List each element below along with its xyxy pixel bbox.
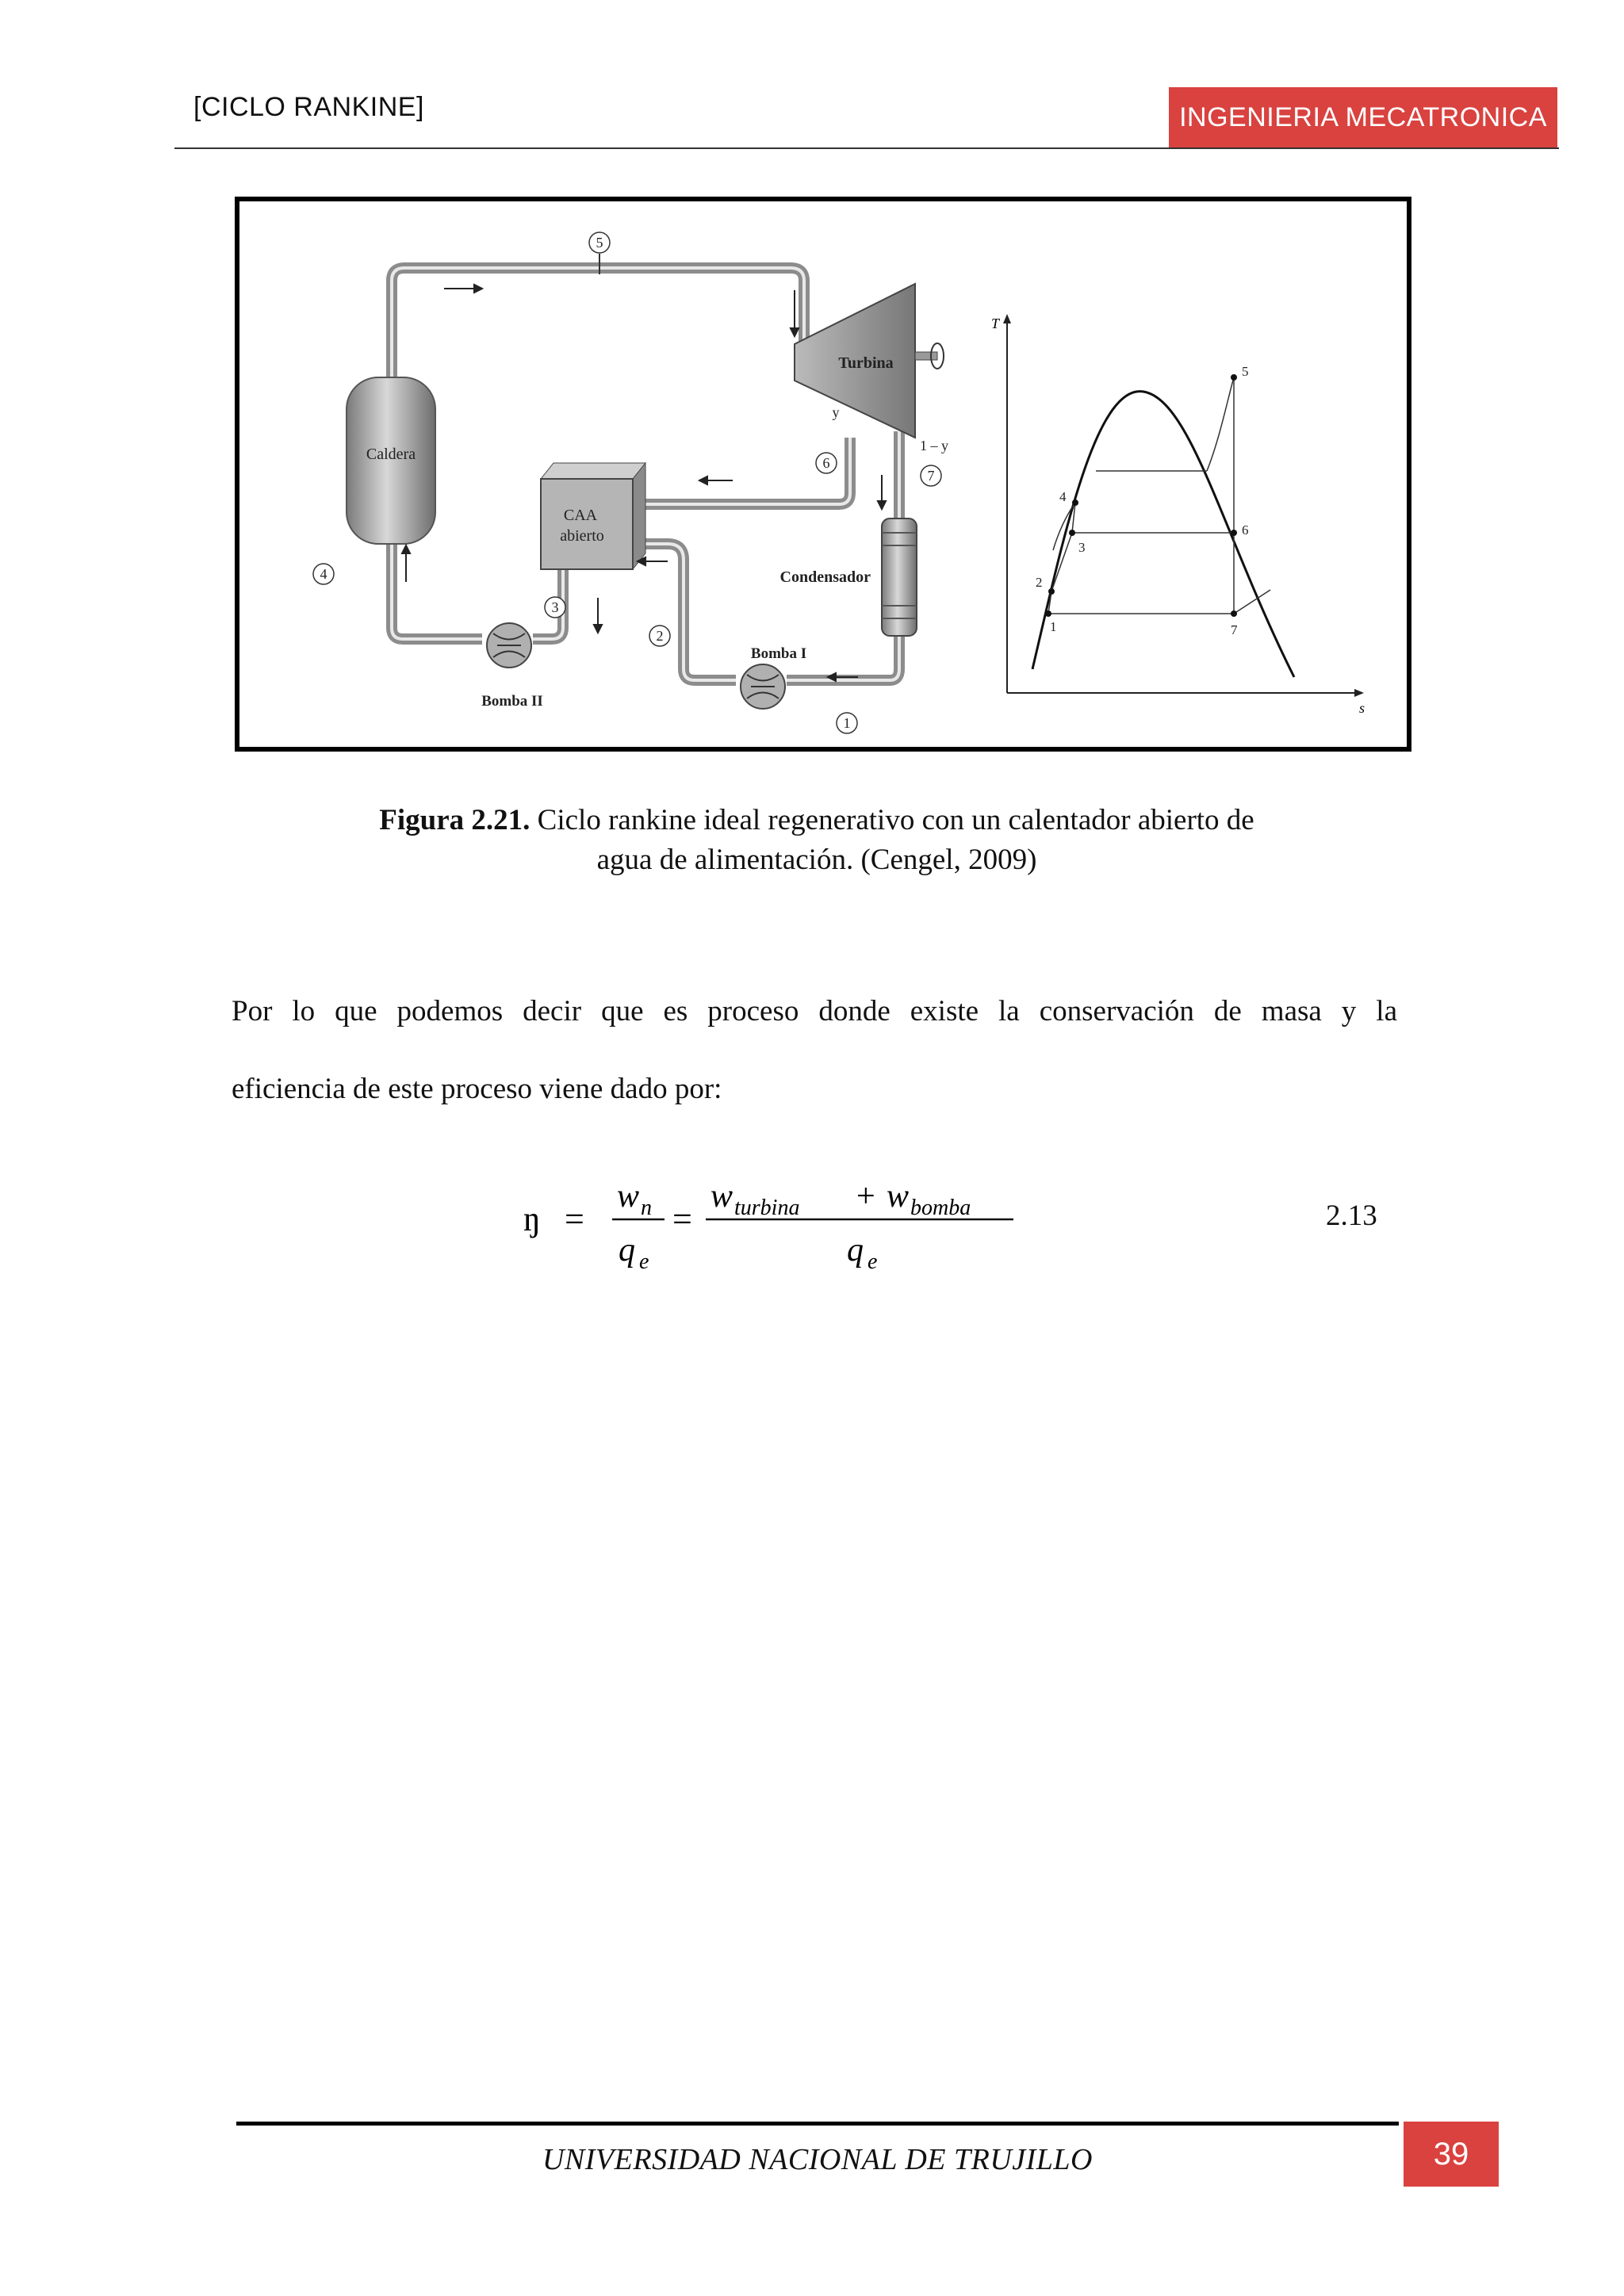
eq-equals-1: = — [565, 1200, 584, 1238]
ts-x-axis-label: s — [1359, 700, 1365, 716]
open-feedwater-heater — [541, 463, 645, 569]
caption-line-2: agua de alimentación. (Cengel, 2009) — [596, 844, 1037, 876]
cycle-path — [1048, 377, 1270, 614]
turbine-label: Turbina — [838, 354, 894, 372]
header-divider — [174, 147, 1559, 149]
extraction-fraction-label: y — [832, 404, 840, 420]
figure-frame — [235, 197, 1411, 752]
state-6-label: 6 — [822, 455, 830, 471]
boiler — [347, 377, 435, 544]
cycle-points — [1045, 374, 1237, 617]
svg-text:4: 4 — [1059, 489, 1067, 504]
rankine-diagram — [239, 201, 1407, 747]
efficiency-equation — [523, 1158, 1078, 1284]
ts-diagram — [991, 314, 1365, 716]
turbine — [795, 284, 944, 438]
svg-text:turbina: turbina — [734, 1196, 800, 1220]
eq-w-n: w — [617, 1178, 640, 1215]
state-5-label: 5 — [596, 235, 603, 251]
caa-label-2: abierto — [560, 527, 604, 545]
svg-text:3: 3 — [1078, 540, 1086, 555]
footer-university: UNIVERSIDAD NACIONAL DE TRUJILLO — [542, 2143, 1093, 2176]
body-paragraph-line-1: Por lo que podemos decir que es proceso donde existe la conservación de masa y la — [232, 995, 1397, 1027]
svg-text:bomba: bomba — [910, 1196, 971, 1220]
state-3-label: 3 — [551, 599, 559, 615]
caption-label: Figura 2.21. — [379, 804, 530, 836]
caption-line-1: Ciclo rankine ideal regenerativo con un calentador abierto de — [530, 804, 1254, 836]
svg-text:6: 6 — [1242, 522, 1249, 538]
svg-text:e: e — [868, 1249, 878, 1274]
header-title: [CICLO RANKINE] — [193, 92, 424, 122]
header-badge: INGENIERIA MECATRONICA — [1169, 87, 1557, 147]
figure-caption — [238, 801, 1396, 880]
pump-1-label: Bomba I — [750, 645, 807, 662]
page-number: 39 — [1404, 2122, 1499, 2187]
svg-text:n: n — [641, 1196, 652, 1220]
svg-text:7: 7 — [1231, 622, 1238, 637]
eq-equals-2: = — [672, 1200, 692, 1238]
svg-text:5: 5 — [1242, 364, 1249, 379]
state-7-label: 7 — [927, 468, 935, 484]
svg-text:1: 1 — [1050, 619, 1057, 634]
eq-plus: + — [856, 1178, 875, 1215]
eq-w-bomba: w — [887, 1178, 910, 1215]
remaining-fraction-label: 1 – y — [920, 438, 948, 453]
eq-eta: ŋ — [523, 1200, 541, 1238]
state-2-label: 2 — [656, 628, 664, 644]
ts-y-axis-label: T — [990, 316, 999, 331]
condenser-label: Condensador — [779, 568, 871, 586]
footer-divider — [236, 2122, 1399, 2126]
state-4-label: 4 — [320, 566, 327, 582]
svg-text:2: 2 — [1036, 575, 1043, 590]
body-paragraph-line-2: eficiencia de este proceso viene dado por: — [232, 1073, 722, 1105]
eq-q-e-1: q — [619, 1232, 635, 1269]
eq-w-turbina: w — [710, 1178, 733, 1215]
equation-number: 2.13 — [1326, 1200, 1377, 1232]
eq-q-e-2: q — [847, 1232, 864, 1269]
svg-text:e: e — [639, 1249, 649, 1274]
pump-2-label: Bomba II — [481, 693, 543, 710]
condenser — [780, 519, 917, 636]
state-1-label: 1 — [843, 715, 851, 731]
caa-label-1: CAA — [563, 507, 598, 524]
boiler-label: Caldera — [366, 446, 416, 463]
